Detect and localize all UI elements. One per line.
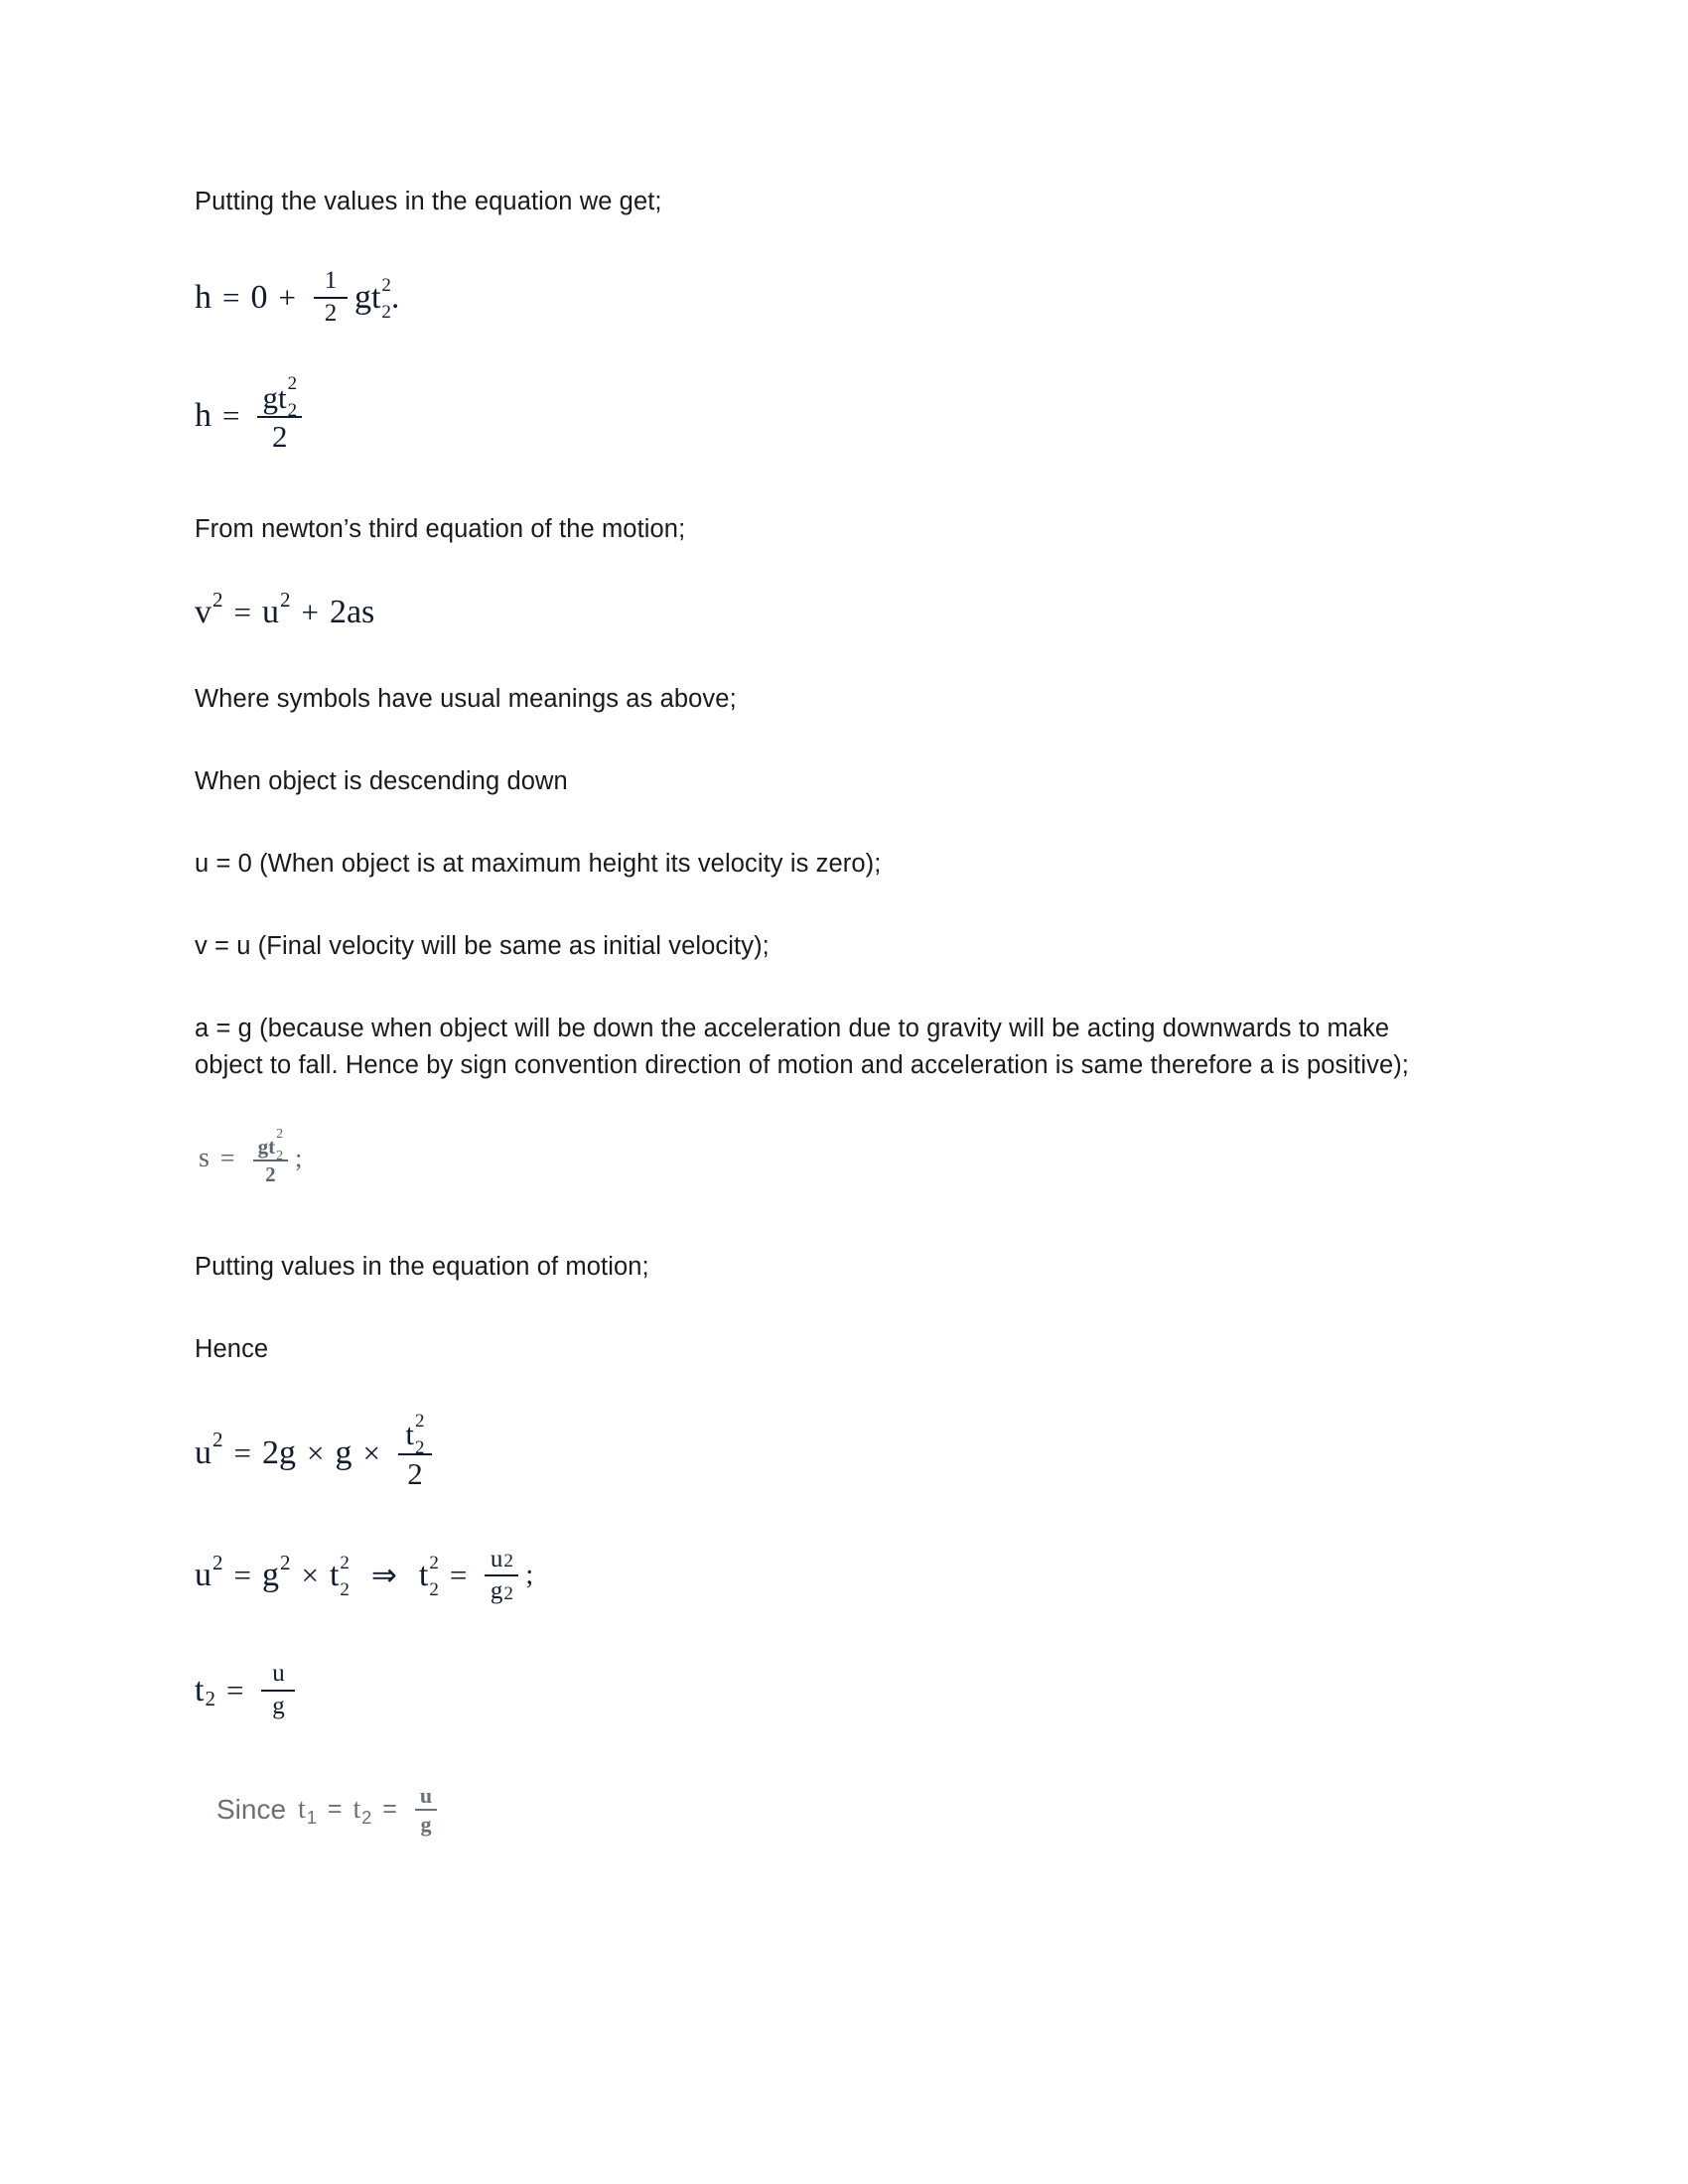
equation-u-squared-expansion bbox=[195, 1410, 1475, 1493]
eq7-t-sub: 2 bbox=[205, 1687, 215, 1711]
eq1-term-sup: 2 bbox=[381, 274, 391, 296]
eq6-g-sup: 2 bbox=[279, 1550, 291, 1574]
eq4-num-sup: 2 bbox=[276, 1126, 284, 1142]
paragraph-symbols-note: Where symbols have usual meanings as above; bbox=[195, 685, 737, 714]
eq5-num-sub: 2 bbox=[415, 1436, 425, 1458]
eq8-fraction bbox=[415, 1782, 437, 1839]
eq6-num-base: u bbox=[490, 1545, 503, 1572]
eq4-num-sub: 2 bbox=[276, 1148, 284, 1163]
eq6-num-subsup bbox=[503, 1551, 513, 1574]
eq6-den-base: g bbox=[490, 1577, 503, 1605]
eq4-s: s bbox=[199, 1142, 210, 1173]
eq7-t: t bbox=[195, 1671, 205, 1708]
equation-v-squared bbox=[195, 587, 1475, 631]
eq5-frac-num bbox=[400, 1410, 429, 1458]
eq4-num-subsup bbox=[276, 1126, 284, 1163]
eq6-t: t bbox=[329, 1557, 340, 1594]
eq5-g: g bbox=[335, 1433, 352, 1471]
eq1-term-subsup bbox=[381, 274, 391, 323]
eq1-zero: 0 bbox=[250, 278, 268, 316]
eq6-u-sup: 2 bbox=[212, 1550, 223, 1574]
eq6-equals: = bbox=[233, 1558, 251, 1593]
eq6-t2: t bbox=[418, 1557, 429, 1594]
eq1-frac-den: 2 bbox=[324, 299, 338, 327]
eq8-t1-sub: 1 bbox=[306, 1808, 317, 1829]
eq3-u: u bbox=[261, 594, 279, 631]
equation-h-first bbox=[195, 266, 1475, 330]
eq4-frac-num bbox=[253, 1126, 289, 1163]
eq5-frac-den: 2 bbox=[407, 1455, 423, 1491]
eq3-v-sup: 2 bbox=[212, 587, 223, 612]
eq5-num-sup: 2 bbox=[415, 1410, 425, 1432]
eq5-u-sup: 2 bbox=[212, 1428, 223, 1452]
eq4-frac-den: 2 bbox=[265, 1161, 276, 1186]
eq2-equals: = bbox=[222, 398, 240, 434]
eq3-rhs: 2as bbox=[329, 594, 375, 631]
eq1-plus: + bbox=[278, 279, 296, 315]
eq3-v: v bbox=[195, 594, 211, 631]
eq1-term-sub: 2 bbox=[381, 301, 391, 323]
eq7-fraction bbox=[261, 1659, 295, 1722]
eq5-num-base: t bbox=[405, 1417, 415, 1452]
eq6-equals-2: = bbox=[449, 1558, 468, 1593]
paragraph-v-condition: v = u (Final velocity will be same as initial velocity); bbox=[195, 931, 770, 960]
eq5-two-g: 2g bbox=[261, 1433, 296, 1471]
eq2-frac-den: 2 bbox=[272, 419, 288, 455]
eq6-den-subsup bbox=[503, 1583, 513, 1607]
eq8-frac-num: u bbox=[419, 1782, 433, 1808]
eq6-frac-den bbox=[486, 1576, 518, 1607]
eq4-trailing: ; bbox=[295, 1143, 303, 1172]
eq7-frac-num: u bbox=[272, 1660, 285, 1688]
equation-s-fraction bbox=[195, 1126, 1475, 1187]
equation-h-fraction bbox=[195, 373, 1475, 456]
eq6-trailing: ; bbox=[525, 1560, 534, 1591]
eq8-since-label: Since bbox=[216, 1793, 287, 1825]
paragraph-third-equation-intro: From newton’s third equation of the motion; bbox=[195, 515, 686, 544]
eq7-equals: = bbox=[225, 1672, 244, 1707]
eq1-lhs: h bbox=[195, 278, 211, 316]
eq8-t2: t bbox=[352, 1793, 361, 1825]
eq2-fraction bbox=[257, 373, 302, 456]
paragraph-hence: Hence bbox=[195, 1335, 269, 1363]
eq7-frac-den: g bbox=[272, 1692, 285, 1719]
eq2-num-sub: 2 bbox=[287, 400, 298, 422]
eq6-frac-num bbox=[486, 1545, 518, 1575]
paragraph-descending: When object is descending down bbox=[195, 767, 568, 796]
eq6-t-subsup bbox=[340, 1553, 350, 1601]
eq3-u-sup: 2 bbox=[279, 587, 291, 612]
eq6-u: u bbox=[195, 1557, 211, 1594]
equation-t2-result bbox=[195, 1659, 1475, 1722]
paragraph-u-condition: u = 0 (When object is at maximum height its velocity is zero); bbox=[195, 850, 882, 879]
eq6-arrow: ⇒ bbox=[370, 1558, 397, 1593]
eq5-times-1: × bbox=[306, 1434, 325, 1470]
eq8-frac-den: g bbox=[420, 1811, 432, 1837]
eq4-fraction bbox=[253, 1126, 289, 1187]
eq5-fraction bbox=[398, 1410, 432, 1493]
eq1-term: gt bbox=[353, 278, 381, 316]
eq2-num-base: gt bbox=[262, 379, 287, 415]
eq6-fraction bbox=[485, 1545, 518, 1608]
eq8-t2-sub: 2 bbox=[361, 1808, 372, 1829]
equation-u-squared-solve bbox=[195, 1545, 1475, 1608]
eq2-frac-num bbox=[257, 373, 302, 422]
eq4-equals: = bbox=[219, 1143, 235, 1172]
eq6-t-sub: 2 bbox=[340, 1579, 350, 1601]
eq2-num-sup: 2 bbox=[287, 373, 298, 395]
paragraph-putting-values: Putting values in the equation of motion; bbox=[195, 1253, 649, 1282]
eq3-equals: = bbox=[233, 595, 251, 630]
eq6-den-sup: 2 bbox=[503, 1583, 513, 1605]
eq6-t2-sub: 2 bbox=[429, 1579, 439, 1601]
eq1-equals: = bbox=[222, 279, 240, 315]
equation-since-t1-t2 bbox=[195, 1782, 1475, 1839]
eq1-frac-num: 1 bbox=[324, 266, 338, 294]
eq5-u: u bbox=[195, 1433, 211, 1471]
eq5-equals: = bbox=[233, 1434, 251, 1470]
eq6-g: g bbox=[261, 1557, 279, 1594]
eq2-lhs: h bbox=[195, 397, 211, 435]
eq5-times-2: × bbox=[362, 1434, 380, 1470]
eq5-num-subsup bbox=[415, 1410, 425, 1458]
paragraph-a-condition: a = g (because when object will be down the acceleration due to gravity will be acting downwards to make object to fall. Hence by sign convention direction of motion and acceleration is same therefore a is positive); bbox=[195, 1014, 1409, 1079]
eq8-equals-2: = bbox=[382, 1795, 397, 1824]
eq6-num-sup: 2 bbox=[503, 1551, 513, 1572]
eq6-t2-subsup bbox=[429, 1553, 439, 1601]
eq2-num-subsup bbox=[287, 373, 298, 422]
eq6-t2-sup: 2 bbox=[429, 1553, 439, 1574]
eq6-t-sup: 2 bbox=[340, 1553, 350, 1574]
eq1-fraction bbox=[314, 266, 348, 330]
paragraph-intro: Putting the values in the equation we get; bbox=[195, 188, 662, 215]
eq8-t1: t bbox=[298, 1793, 306, 1825]
eq4-num-base: gt bbox=[257, 1134, 276, 1159]
eq8-equals-1: = bbox=[327, 1795, 343, 1824]
eq6-times: × bbox=[301, 1558, 319, 1593]
eq1-trailing: . bbox=[390, 278, 400, 316]
eq3-plus: + bbox=[301, 595, 319, 630]
